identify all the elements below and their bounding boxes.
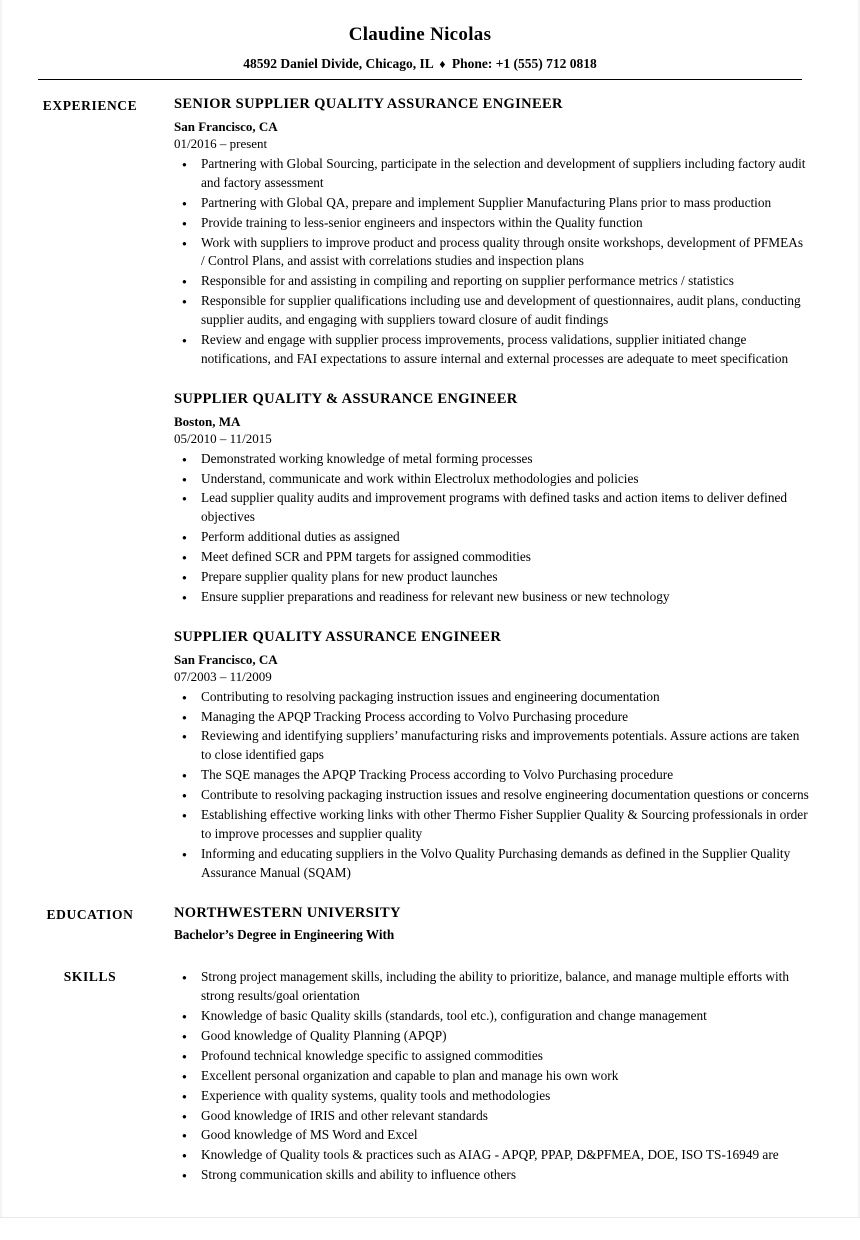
page-title: Claudine Nicolas bbox=[348, 24, 492, 45]
section-label-skills: SKILLS bbox=[63, 969, 117, 985]
list-item: ● Review and engage with supplier process improvements, process validations, supplier initiated change notifications, and FAI expectations to assure internal and external processes are adequate to meet specification bbox=[174, 331, 810, 369]
contact-line bbox=[30, 56, 810, 72]
job-location: Boston, MA bbox=[174, 413, 241, 429]
section-skills bbox=[30, 967, 810, 1186]
list-item: ● Perform additional duties as assigned bbox=[174, 528, 810, 547]
list-item: ● Profound technical knowledge specific to assigned commodities bbox=[174, 1047, 810, 1066]
contact-address: 48592 Daniel Divide, Chicago, IL bbox=[243, 56, 433, 71]
job-dates: 01/2016 – present bbox=[174, 136, 268, 151]
job-bullets bbox=[174, 450, 810, 607]
list-item: ● Managing the APQP Tracking Process according to Volvo Purchasing procedure bbox=[174, 708, 810, 727]
list-item: ● Contribute to resolving packaging instruction issues and resolve engineering documentation questions or concerns bbox=[174, 786, 810, 805]
section-experience bbox=[30, 96, 810, 883]
list-item: ● Partnering with Global Sourcing, participate in the selection and development of suppliers including factory audit and factory assessment bbox=[174, 155, 810, 193]
experience-list bbox=[150, 96, 810, 883]
list-item: ● Informing and educating suppliers in the Volvo Quality Purchasing demands as defined in the Supplier Quality Assurance Manual (SQAM) bbox=[174, 845, 810, 883]
experience-item bbox=[174, 96, 810, 369]
list-item: ● Meet defined SCR and PPM targets for assigned commodities bbox=[174, 548, 810, 567]
education-degree: Bachelor’s Degree in Engineering With bbox=[174, 927, 395, 943]
skills-list bbox=[150, 967, 810, 1186]
section-label-education: EDUCATION bbox=[46, 907, 134, 923]
job-location: San Francisco, CA bbox=[174, 119, 278, 134]
education-school: NORTHWESTERN UNIVERSITY bbox=[174, 905, 401, 922]
list-item: ● Responsible for supplier qualifications including use and development of questionnaires, audit plans, conducting supplier audits, and engaging with suppliers toward closure of audit findings bbox=[174, 292, 810, 330]
list-item: ● Establishing effective working links with other Thermo Fisher Supplier Quality & Sourcing professionals in order to improve processes and supplier quality bbox=[174, 806, 810, 844]
job-dates: 05/2010 – 11/2015 bbox=[174, 430, 272, 446]
list-item: ● Knowledge of basic Quality skills (standards, tool etc.), configuration and change management bbox=[174, 1007, 810, 1026]
list-item: ● Experience with quality systems, quality tools and methodologies bbox=[174, 1087, 810, 1106]
skills-bullets bbox=[174, 968, 810, 1185]
list-item: ● Partnering with Global QA, prepare and implement Supplier Manufacturing Plans prior to mass production bbox=[174, 194, 810, 213]
job-title: SUPPLIER QUALITY ASSURANCE ENGINEER bbox=[174, 628, 502, 645]
job-dates: 07/2003 – 11/2009 bbox=[174, 668, 272, 684]
list-item: ● Lead supplier quality audits and improvement programs with defined tasks and action items to deliver defined objectives bbox=[174, 489, 810, 527]
list-item: ● Provide training to less-senior engineers and inspectors within the Quality function bbox=[174, 214, 810, 233]
experience-item bbox=[174, 391, 810, 607]
list-item: ● Good knowledge of Quality Planning (APQP) bbox=[174, 1027, 810, 1046]
diamond-icon: ♦ bbox=[439, 57, 446, 71]
header-divider bbox=[38, 79, 802, 80]
list-item: ● Contributing to resolving packaging instruction issues and engineering documentation bbox=[174, 688, 810, 707]
list-item: ● Strong communication skills and ability to influence others bbox=[174, 1166, 810, 1185]
education-list bbox=[150, 905, 810, 943]
list-item: ● Prepare supplier quality plans for new product launches bbox=[174, 568, 810, 587]
job-title: SENIOR SUPPLIER QUALITY ASSURANCE ENGINEER bbox=[174, 96, 563, 112]
page-bottom-edge bbox=[0, 1217, 860, 1240]
list-item: ● Strong project management skills, including the ability to prioritize, balance, and manage multiple efforts with strong results/goal orientation bbox=[174, 968, 810, 1006]
list-item: ● Demonstrated working knowledge of metal forming processes bbox=[174, 450, 810, 469]
list-item: ● Ensure supplier preparations and readiness for relevant new business or new technology bbox=[174, 588, 810, 607]
job-bullets bbox=[174, 688, 810, 883]
section-label-experience: EXPERIENCE bbox=[42, 98, 138, 113]
experience-item bbox=[174, 629, 810, 883]
list-item: ● Work with suppliers to improve product and process quality through onsite workshops, development of PFMEAs / Control Plans, and assist with correlations studies and inspection plans bbox=[174, 234, 810, 272]
job-bullets bbox=[174, 155, 810, 369]
list-item: ● Knowledge of Quality tools & practices such as AIAG - APQP, PPAP, D&PFMEA, DOE, ISO TS-16949 are bbox=[174, 1146, 810, 1165]
list-item: ● Good knowledge of IRIS and other relevant standards bbox=[174, 1107, 810, 1126]
list-item: ● Excellent personal organization and capable to plan and manage his own work bbox=[174, 1067, 810, 1086]
job-location: San Francisco, CA bbox=[174, 651, 278, 667]
job-title: SUPPLIER QUALITY & ASSURANCE ENGINEER bbox=[174, 390, 518, 407]
list-item: ● The SQE manages the APQP Tracking Process according to Volvo Purchasing procedure bbox=[174, 766, 810, 785]
contact-phone: Phone: +1 (555) 712 0818 bbox=[451, 56, 597, 71]
section-education bbox=[30, 905, 810, 943]
list-item: ● Reviewing and identifying suppliers’ manufacturing risks and improvements potentials. Assure actions are taken to close identified gaps bbox=[174, 727, 810, 765]
list-item: ● Understand, communicate and work within Electrolux methodologies and policies bbox=[174, 470, 810, 489]
list-item: ● Responsible for and assisting in compiling and reporting on supplier performance metrics / statistics bbox=[174, 272, 810, 291]
list-item: ● Good knowledge of MS Word and Excel bbox=[174, 1126, 810, 1145]
